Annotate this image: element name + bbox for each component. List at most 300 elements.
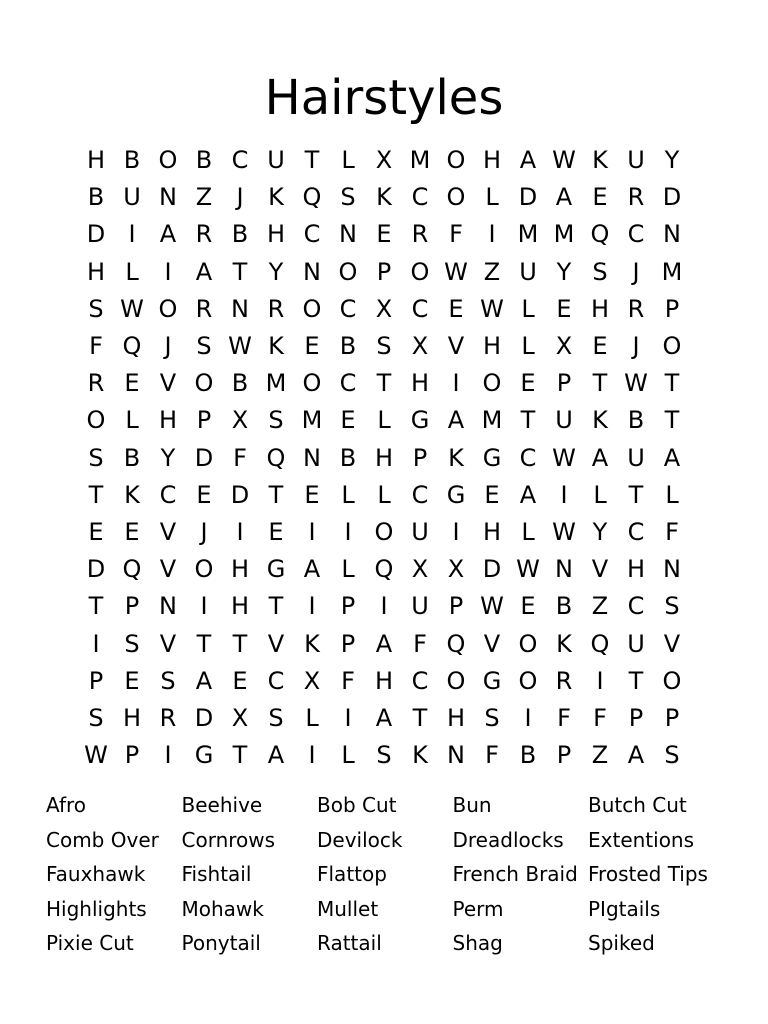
grid-letter: L (341, 741, 355, 770)
grid-letter: C (267, 666, 285, 695)
grid-letter: E (484, 480, 500, 509)
grid-letter: H (482, 332, 502, 361)
grid-letter: H (410, 369, 430, 398)
grid-letter: D (86, 220, 106, 249)
grid-letter: F (89, 332, 103, 361)
grid-letter: Y (268, 257, 284, 286)
grid-letter: A (627, 741, 645, 770)
grid-letter: V (159, 517, 177, 546)
grid-letter: S (88, 443, 104, 472)
grid-letter: W (120, 294, 144, 323)
grid-letter: R (195, 220, 213, 249)
grid-letter: O (410, 257, 430, 286)
grid-letter: L (485, 183, 499, 212)
grid-letter: E (592, 332, 608, 361)
grid-letter: H (446, 703, 466, 732)
grid-letter: E (88, 517, 104, 546)
grid-letter: B (555, 592, 573, 621)
grid-letter: T (664, 406, 680, 435)
grid-letter: A (555, 183, 573, 212)
grid-row (78, 737, 690, 774)
grid-letter: N (159, 183, 177, 212)
grid-letter: H (266, 220, 286, 249)
grid-letter: C (411, 294, 429, 323)
grid-letter: B (87, 183, 105, 212)
grid-letter: P (124, 741, 140, 770)
grid-letter: U (627, 443, 645, 472)
grid-row (78, 700, 690, 737)
grid-letter: C (339, 294, 357, 323)
grid-letter: K (304, 629, 320, 658)
grid-letter: B (231, 369, 249, 398)
grid-letter: R (87, 369, 105, 398)
grid-row (78, 142, 690, 179)
grid-letter: P (556, 369, 572, 398)
word-list-item: Rattail (317, 931, 382, 956)
grid-letter: E (448, 294, 464, 323)
grid-letter: O (662, 666, 682, 695)
grid-letter: Y (160, 443, 176, 472)
grid-letter: C (627, 517, 645, 546)
grid-letter: X (447, 555, 465, 584)
grid-letter: K (592, 406, 608, 435)
grid-letter: T (592, 369, 608, 398)
grid-letter: A (519, 480, 537, 509)
word-list-item: Flattop (317, 862, 387, 887)
grid-letter: D (194, 703, 214, 732)
grid-row (78, 365, 690, 402)
grid-letter: V (483, 629, 501, 658)
grid-letter: B (339, 443, 357, 472)
grid-letter: E (556, 294, 572, 323)
puzzle-title: Hairstyles (264, 70, 504, 126)
grid-letter: M (265, 369, 287, 398)
grid-letter: H (374, 443, 394, 472)
grid-letter: P (556, 741, 572, 770)
grid-letter: F (233, 443, 247, 472)
grid-letter: Y (664, 146, 680, 175)
grid-letter: I (344, 703, 352, 732)
grid-letter: O (446, 183, 466, 212)
grid-letter: A (591, 443, 609, 472)
grid-letter: I (164, 741, 172, 770)
grid-letter: U (627, 629, 645, 658)
word-list-item: PIgtails (588, 896, 661, 921)
grid-letter: R (555, 666, 573, 695)
grid-letter: U (411, 517, 429, 546)
grid-letter: Z (591, 741, 609, 770)
grid-letter: S (268, 703, 284, 732)
grid-letter: M (301, 406, 323, 435)
grid-row (78, 477, 690, 514)
grid-letter: O (374, 517, 394, 546)
grid-letter: E (520, 592, 536, 621)
grid-letter: O (482, 369, 502, 398)
grid-letter: V (267, 629, 285, 658)
word-list-item: Pixie Cut (46, 931, 134, 956)
grid-letter: L (521, 294, 535, 323)
grid-letter: J (632, 332, 640, 361)
grid-letter: S (376, 332, 392, 361)
grid-letter: A (267, 741, 285, 770)
grid-letter: H (122, 703, 142, 732)
grid-letter: K (412, 741, 428, 770)
grid-letter: C (411, 183, 429, 212)
word-list-row (46, 788, 746, 823)
grid-letter: N (303, 257, 321, 286)
grid-letter: E (376, 220, 392, 249)
grid-letter: D (662, 183, 682, 212)
grid-letter: T (232, 257, 248, 286)
grid-letter: H (482, 517, 502, 546)
grid-row (78, 663, 690, 700)
grid-letter: I (308, 741, 316, 770)
grid-letter: U (555, 406, 573, 435)
grid-letter: E (196, 480, 212, 509)
grid-letter: W (228, 332, 252, 361)
word-list-item: Fauxhawk (46, 862, 146, 887)
word-list-row (46, 823, 746, 858)
grid-letter: P (124, 592, 140, 621)
grid-letter: T (628, 480, 644, 509)
grid-letter: I (452, 369, 460, 398)
grid-letter: Y (556, 257, 572, 286)
grid-letter: R (411, 220, 429, 249)
grid-letter: W (480, 592, 504, 621)
grid-letter: M (517, 220, 539, 249)
grid-letter: I (164, 257, 172, 286)
grid-letter: M (661, 257, 683, 286)
grid-letter: S (268, 406, 284, 435)
grid-letter: W (552, 443, 576, 472)
grid-letter: C (303, 220, 321, 249)
grid-letter: A (375, 629, 393, 658)
grid-letter: P (412, 443, 428, 472)
grid-letter: I (488, 220, 496, 249)
grid-letter: L (341, 555, 355, 584)
grid-letter: V (159, 629, 177, 658)
grid-letter: A (195, 257, 213, 286)
grid-letter: H (590, 294, 610, 323)
grid-letter: C (627, 220, 645, 249)
grid-letter: H (86, 257, 106, 286)
grid-letter: X (303, 666, 321, 695)
grid-letter: S (160, 666, 176, 695)
word-list-item: Highlights (46, 896, 147, 921)
grid-letter: P (340, 592, 356, 621)
grid-letter: U (519, 257, 537, 286)
grid-letter: P (664, 703, 680, 732)
grid-letter: V (447, 332, 465, 361)
grid-letter: Y (592, 517, 608, 546)
grid-letter: Q (122, 332, 142, 361)
grid-letter: P (88, 666, 104, 695)
grid-letter: I (452, 517, 460, 546)
grid-letter: H (158, 406, 178, 435)
grid-letter: O (446, 666, 466, 695)
word-list-row (46, 926, 746, 961)
grid-letter: M (481, 406, 503, 435)
grid-letter: Z (483, 257, 501, 286)
word-list-item: Bun (452, 793, 492, 818)
word-list-item: Perm (452, 896, 504, 921)
grid-letter: K (124, 480, 140, 509)
grid-letter: F (413, 629, 427, 658)
grid-letter: K (592, 146, 608, 175)
grid-letter: V (159, 369, 177, 398)
grid-letter: S (664, 741, 680, 770)
grid-letter: K (268, 183, 284, 212)
grid-letter: V (159, 555, 177, 584)
grid-letter: W (552, 146, 576, 175)
word-list-item: Mullet (317, 896, 379, 921)
word-list-item: Shag (452, 931, 503, 956)
grid-letter: V (591, 555, 609, 584)
grid-letter: T (520, 406, 536, 435)
grid-letter: D (194, 443, 214, 472)
word-list-row (46, 857, 746, 892)
grid-letter: Q (122, 555, 142, 584)
grid-letter: Q (266, 443, 286, 472)
grid-row (78, 551, 690, 588)
grid-letter: N (555, 555, 573, 584)
grid-letter: H (626, 555, 646, 584)
grid-letter: J (236, 183, 244, 212)
grid-letter: O (302, 369, 322, 398)
grid-letter: I (92, 629, 100, 658)
grid-letter: F (557, 703, 571, 732)
grid-letter: B (231, 220, 249, 249)
grid-row (78, 254, 690, 291)
grid-letter: T (664, 369, 680, 398)
grid-letter: A (519, 146, 537, 175)
grid-letter: L (125, 257, 139, 286)
grid-letter: W (444, 257, 468, 286)
grid-letter: L (341, 146, 355, 175)
grid-letter: D (86, 555, 106, 584)
grid-letter: J (164, 332, 172, 361)
grid-letter: K (448, 443, 464, 472)
grid-letter: N (447, 741, 465, 770)
grid-letter: E (268, 517, 284, 546)
grid-letter: D (518, 183, 538, 212)
grid-row (78, 179, 690, 216)
grid-letter: P (340, 629, 356, 658)
grid-letter: G (194, 741, 214, 770)
grid-letter: I (560, 480, 568, 509)
grid-letter: N (663, 555, 681, 584)
word-list-item: Bob Cut (317, 793, 397, 818)
word-list-row (46, 892, 746, 927)
grid-letter: O (194, 555, 214, 584)
grid-letter: L (305, 703, 319, 732)
grid-letter: M (553, 220, 575, 249)
grid-letter: K (268, 332, 284, 361)
grid-letter: U (267, 146, 285, 175)
grid-letter: W (552, 517, 576, 546)
grid-letter: R (627, 294, 645, 323)
grid-letter: E (340, 406, 356, 435)
word-list-item: Cornrows (181, 827, 276, 852)
grid-letter: F (449, 220, 463, 249)
word-list-item: Extentions (588, 827, 695, 852)
grid-letter: B (123, 443, 141, 472)
grid-row (78, 440, 690, 477)
grid-letter: A (663, 443, 681, 472)
grid-letter: B (627, 406, 645, 435)
word-list-item: French Braid (452, 862, 578, 887)
grid-letter: W (480, 294, 504, 323)
grid-letter: T (88, 592, 104, 621)
grid-letter: X (231, 703, 249, 732)
grid-letter: H (230, 555, 250, 584)
grid-letter: D (230, 480, 250, 509)
grid-letter: O (338, 257, 358, 286)
grid-letter: N (231, 294, 249, 323)
word-list-item: Comb Over (46, 827, 159, 852)
grid-letter: T (232, 629, 248, 658)
grid-letter: S (196, 332, 212, 361)
grid-letter: B (519, 741, 537, 770)
grid-letter: S (124, 629, 140, 658)
grid-letter: M (409, 146, 431, 175)
grid-letter: L (665, 480, 679, 509)
grid-letter: F (593, 703, 607, 732)
grid-letter: E (124, 517, 140, 546)
grid-letter: U (123, 183, 141, 212)
grid-letter: L (593, 480, 607, 509)
grid-letter: T (268, 480, 284, 509)
word-list-item: Ponytail (181, 931, 261, 956)
grid-letter: R (195, 294, 213, 323)
grid-letter: A (303, 555, 321, 584)
grid-letter: O (518, 666, 538, 695)
grid-letter: K (556, 629, 572, 658)
grid-letter: A (195, 666, 213, 695)
grid-letter: Q (590, 220, 610, 249)
grid-letter: L (341, 480, 355, 509)
word-list-item: Beehive (181, 793, 263, 818)
grid-letter: S (88, 294, 104, 323)
grid-letter: Q (590, 629, 610, 658)
grid-letter: C (231, 146, 249, 175)
grid-letter: E (304, 332, 320, 361)
grid-letter: I (308, 592, 316, 621)
grid-letter: E (124, 369, 140, 398)
grid-letter: C (159, 480, 177, 509)
grid-letter: X (411, 555, 429, 584)
grid-letter: B (339, 332, 357, 361)
grid-letter: I (236, 517, 244, 546)
grid-row (78, 588, 690, 625)
grid-letter: I (308, 517, 316, 546)
grid-letter: O (194, 369, 214, 398)
grid-letter: Q (302, 183, 322, 212)
grid-letter: C (519, 443, 537, 472)
grid-letter: C (411, 480, 429, 509)
grid-letter: E (592, 183, 608, 212)
word-list (46, 788, 746, 961)
grid-letter: S (664, 592, 680, 621)
grid-letter: N (339, 220, 357, 249)
grid-letter: B (123, 146, 141, 175)
grid-letter: S (484, 703, 500, 732)
grid-letter: W (84, 741, 108, 770)
grid-letter: C (627, 592, 645, 621)
grid-letter: F (485, 741, 499, 770)
grid-letter: E (232, 666, 248, 695)
grid-letter: K (376, 183, 392, 212)
grid-letter: L (377, 406, 391, 435)
grid-letter: U (411, 592, 429, 621)
grid-letter: N (663, 220, 681, 249)
grid-letter: L (377, 480, 391, 509)
grid-letter: J (200, 517, 208, 546)
grid-letter: G (410, 406, 430, 435)
grid-row (78, 328, 690, 365)
grid-row (78, 625, 690, 662)
grid-letter: H (230, 592, 250, 621)
grid-letter: P (448, 592, 464, 621)
grid-letter: E (304, 480, 320, 509)
grid-letter: X (411, 332, 429, 361)
grid-letter: X (375, 294, 393, 323)
grid-letter: O (446, 146, 466, 175)
grid-letter: R (627, 183, 645, 212)
grid-letter: A (159, 220, 177, 249)
letter-grid (78, 142, 690, 774)
grid-letter: J (632, 257, 640, 286)
grid-letter: N (303, 443, 321, 472)
grid-letter: S (88, 703, 104, 732)
grid-letter: O (86, 406, 106, 435)
grid-letter: Z (195, 183, 213, 212)
grid-letter: T (628, 666, 644, 695)
grid-letter: R (159, 703, 177, 732)
word-list-item: Frosted Tips (588, 862, 708, 887)
grid-letter: U (627, 146, 645, 175)
grid-letter: T (412, 703, 428, 732)
grid-letter: A (447, 406, 465, 435)
grid-letter: D (482, 555, 502, 584)
grid-letter: Z (591, 592, 609, 621)
grid-letter: T (376, 369, 392, 398)
grid-letter: T (196, 629, 212, 658)
grid-letter: R (267, 294, 285, 323)
grid-letter: I (524, 703, 532, 732)
grid-letter: X (555, 332, 573, 361)
word-list-item: Mohawk (181, 896, 264, 921)
grid-letter: S (376, 741, 392, 770)
grid-letter: O (302, 294, 322, 323)
grid-letter: L (125, 406, 139, 435)
grid-letter: G (266, 555, 286, 584)
grid-row (78, 514, 690, 551)
grid-letter: V (663, 629, 681, 658)
grid-letter: G (482, 666, 502, 695)
grid-letter: P (628, 703, 644, 732)
grid-letter: E (520, 369, 536, 398)
grid-letter: H (482, 146, 502, 175)
grid-letter: F (665, 517, 679, 546)
grid-letter: P (664, 294, 680, 323)
word-list-item: Butch Cut (588, 793, 687, 818)
grid-letter: X (375, 146, 393, 175)
grid-letter: C (411, 666, 429, 695)
grid-letter: O (518, 629, 538, 658)
word-list-item: Devilock (317, 827, 403, 852)
grid-letter: Q (374, 555, 394, 584)
